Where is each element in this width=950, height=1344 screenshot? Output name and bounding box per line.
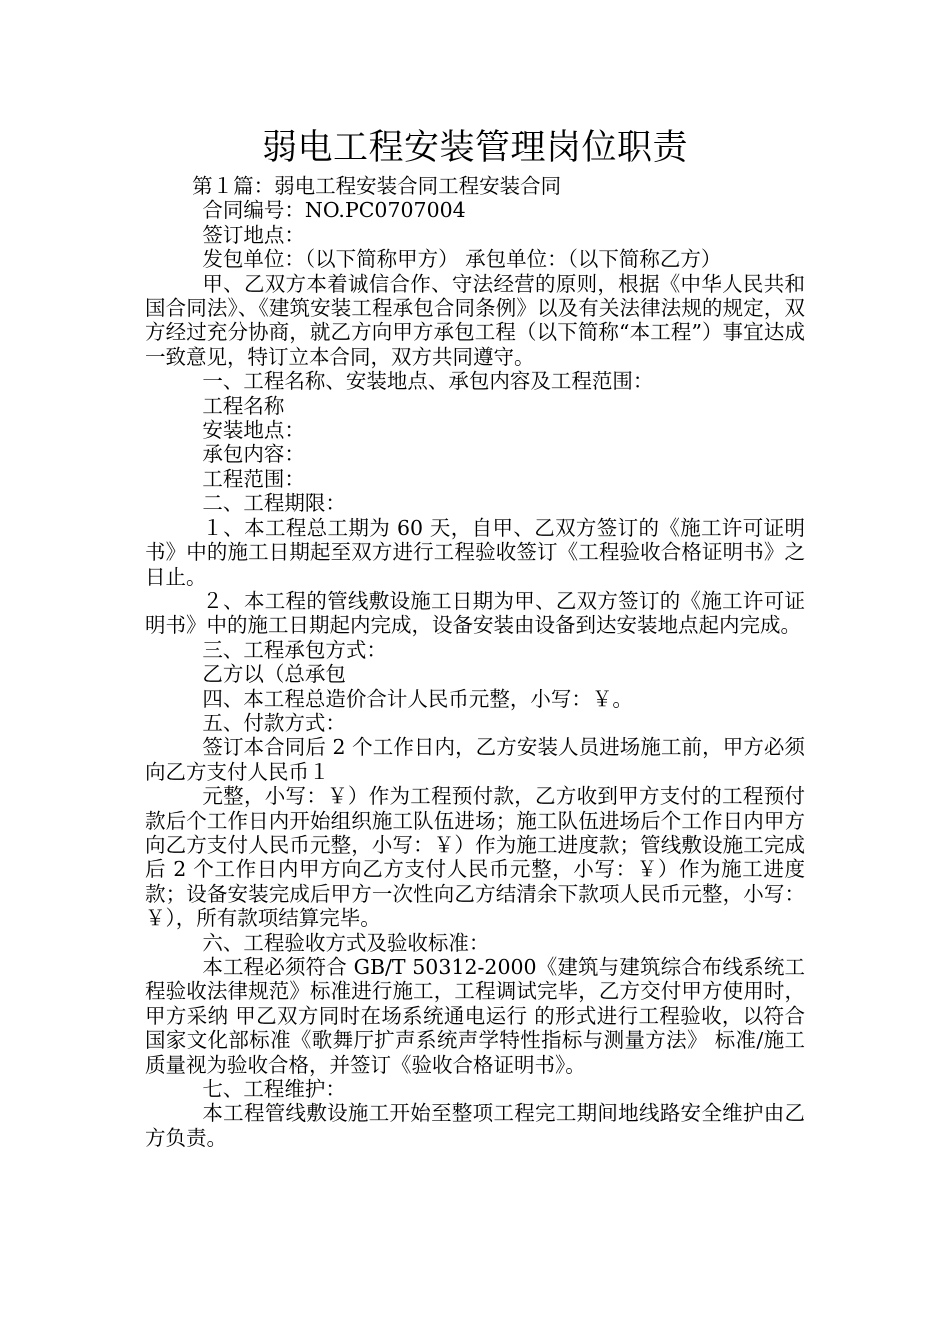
document-title: 弱电工程安装管理岗位职责 — [261, 128, 688, 168]
paragraph: 签订地点： — [202, 222, 305, 247]
paragraph: 四、本工程总造价合计人民币元整，小写：￥。 — [202, 686, 633, 711]
paragraph: 元整，小写：￥）作为工程预付款，乙方收到甲方支付的工程预付款后个工作日内开始组织施工队伍进场；施工队伍进场后个工作日内甲方向乙方支付人民币元整，小写：￥）作为施工进度款；管线敷设施工完成后 2 个工作日内甲方向乙方支付人民币元整，小写：￥）作为施工进度款；设备安装完成后甲方一次性向乙方结清余下款项人民币元整，小写：￥），所有款项结算完毕。 — [145, 784, 805, 931]
document-body — [145, 174, 805, 1150]
paragraph: 合同编号：NO.PC0707004 — [202, 198, 466, 223]
paragraph: 工程范围： — [202, 466, 305, 491]
paragraph: 七、工程维护： — [202, 1077, 346, 1102]
paragraph: 第１篇：弱电工程安装合同工程安装合同 — [192, 174, 562, 198]
paragraph: 发包单位：（以下简称甲方） 承包单位：（以下简称乙方） — [202, 247, 722, 272]
paragraph: １、本工程总工期为 60 天，自甲、乙双方签订的《施工许可证明书》中的施工日期起至双方进行工程验收签订《工程验收合格证明书》之日止。 — [145, 515, 805, 589]
paragraph: 二、工程期限： — [202, 491, 346, 516]
paragraph: 甲、乙双方本着诚信合作、守法经营的原则，根据《中华人民共和国合同法》、《建筑安装工程承包合同条例》以及有关法律法规的规定，双方经过充分协商，就乙方向甲方承包工程（以下简称“本工程”）事宜达成一致意见，特订立本合同，双方共同遵守。 — [145, 271, 805, 369]
paragraph: 本工程必须符合 GB/T 50312-2000《建筑与建筑综合布线系统工程验收法律规范》标准进行施工，工程调试完毕，乙方交付甲方使用时，甲方采纳 甲乙双方同时在场系统通电运行 的形式进行工程验收，以符合 国家文化部标准《歌舞厅扩声系统声学特性指标与测量方法》 标准/施工质量视为验收合格，并签订《验收合格证明书》。 — [145, 955, 805, 1077]
paragraph: 六、工程验收方式及验收标准： — [202, 930, 490, 955]
paragraph: 承包内容： — [202, 442, 305, 467]
paragraph: 签订本合同后 2 个工作日内，乙方安装人员进场施工前，甲方必须向乙方支付人民币１ — [145, 735, 805, 784]
paragraph: 三、工程承包方式： — [202, 637, 387, 662]
paragraph: 五、付款方式： — [202, 710, 346, 735]
paragraph: 一、工程名称、安装地点、承包内容及工程范围： — [202, 369, 654, 394]
paragraph: 本工程管线敷设施工开始至整项工程完工期间地线路安全维护由乙方负责。 — [145, 1101, 805, 1150]
paragraph: ２、本工程的管线敷设施工日期为甲、乙双方签订的《施工许可证明书》中的施工日期起内完成，设备安装由设备到达安装地点起内完成。 — [145, 588, 805, 638]
paragraph: 乙方以（总承包 — [202, 662, 346, 687]
paragraph: 安装地点： — [202, 418, 305, 443]
paragraph: 工程名称 — [202, 393, 285, 418]
